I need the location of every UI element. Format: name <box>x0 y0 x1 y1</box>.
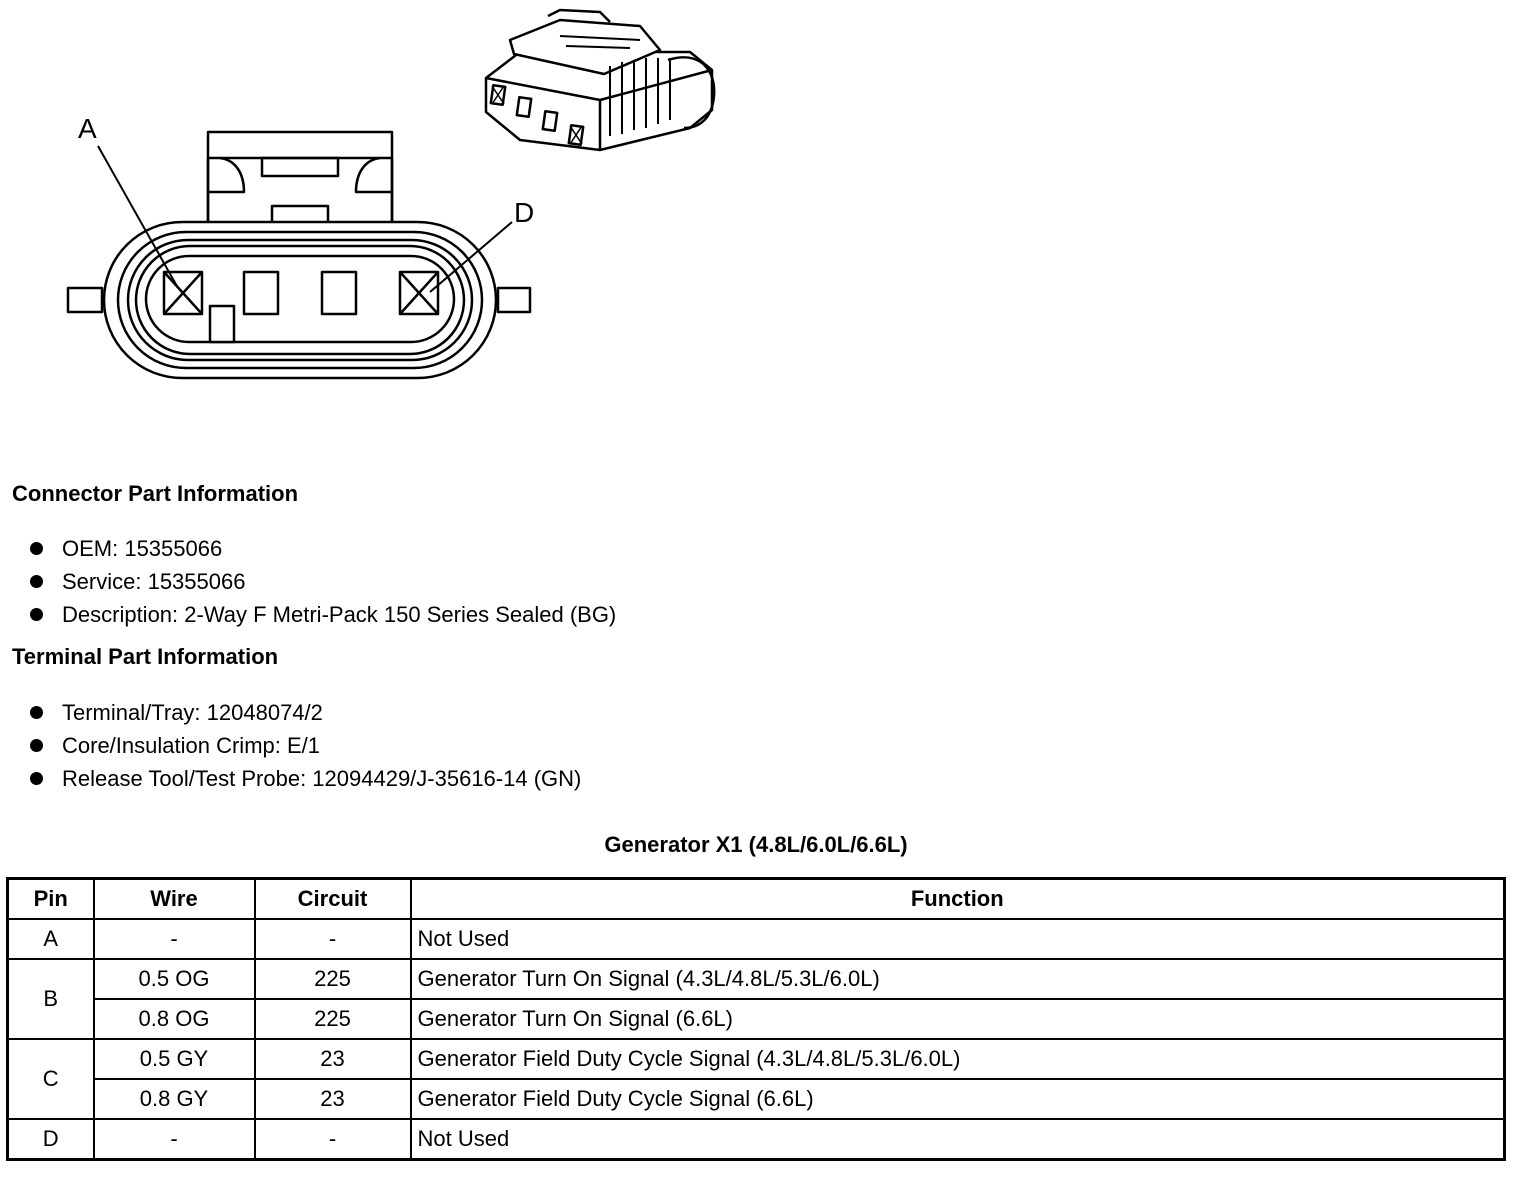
cell-pin: C <box>8 1039 94 1119</box>
cell-wire: 0.8 GY <box>94 1079 255 1119</box>
bullet-icon <box>30 542 43 555</box>
list-item-text: Terminal/Tray: 12048074/2 <box>62 700 323 725</box>
bullet-icon <box>30 772 43 785</box>
cell-function: Generator Turn On Signal (4.3L/4.8L/5.3L/6.0L) <box>411 959 1505 999</box>
list-item-text: Description: 2-Way F Metri-Pack 150 Series Sealed (BG) <box>62 602 617 627</box>
list-item-text: OEM: 15355066 <box>62 536 223 561</box>
pinout-table <box>6 877 1506 1161</box>
header-wire: Wire <box>94 879 255 920</box>
cell-function: Generator Field Duty Cycle Signal (6.6L) <box>411 1079 1505 1119</box>
cell-wire: - <box>94 919 255 959</box>
connector-3d-view <box>486 10 714 150</box>
connector-part-list <box>28 532 616 631</box>
list-item-text: Service: 15355066 <box>62 569 246 594</box>
cell-circuit: 23 <box>255 1079 411 1119</box>
header-function: Function <box>411 879 1505 920</box>
header-pin: Pin <box>8 879 94 920</box>
header-circuit: Circuit <box>255 879 411 920</box>
cell-wire: 0.5 OG <box>94 959 255 999</box>
cell-wire: 0.5 GY <box>94 1039 255 1079</box>
bullet-icon <box>30 575 43 588</box>
connector-front-view <box>68 132 530 378</box>
cell-pin: B <box>8 959 94 1039</box>
cell-function: Generator Field Duty Cycle Signal (4.3L/4.8L/5.3L/6.0L) <box>411 1039 1505 1079</box>
cell-circuit: 225 <box>255 999 411 1039</box>
list-item <box>28 598 616 631</box>
bullet-icon <box>30 739 43 752</box>
list-item <box>28 762 581 795</box>
list-item-text: Release Tool/Test Probe: 12094429/J-35616-14 (GN) <box>62 766 582 791</box>
cell-circuit: 23 <box>255 1039 411 1079</box>
connector-diagram <box>0 0 760 400</box>
cell-wire: - <box>94 1119 255 1160</box>
list-item-text: Core/Insulation Crimp: E/1 <box>62 733 320 758</box>
pin-label-d: D <box>514 197 535 228</box>
list-item <box>28 696 581 729</box>
table-header-row <box>8 879 1505 920</box>
terminal-part-heading: Terminal Part Information <box>12 644 279 669</box>
pin-label-a: A <box>78 113 97 144</box>
cell-function: Not Used <box>411 1119 1505 1160</box>
table-row <box>8 1079 1505 1119</box>
cell-circuit: - <box>255 919 411 959</box>
table-row <box>8 999 1505 1039</box>
cell-function: Not Used <box>411 919 1505 959</box>
table-row <box>8 1119 1505 1160</box>
cell-function: Generator Turn On Signal (6.6L) <box>411 999 1505 1039</box>
table-row <box>8 1039 1505 1079</box>
cell-pin: A <box>8 919 94 959</box>
bullet-icon <box>30 608 43 621</box>
connector-part-heading: Connector Part Information <box>12 481 299 506</box>
cell-circuit: - <box>255 1119 411 1160</box>
bullet-icon <box>30 706 43 719</box>
list-item <box>28 532 616 565</box>
cell-circuit: 225 <box>255 959 411 999</box>
cell-pin: D <box>8 1119 94 1160</box>
cell-wire: 0.8 OG <box>94 999 255 1039</box>
table-row <box>8 959 1505 999</box>
table-row <box>8 919 1505 959</box>
terminal-part-list <box>28 696 581 795</box>
table-title: Generator X1 (4.8L/6.0L/6.6L) <box>604 832 908 857</box>
list-item <box>28 565 616 598</box>
list-item <box>28 729 581 762</box>
